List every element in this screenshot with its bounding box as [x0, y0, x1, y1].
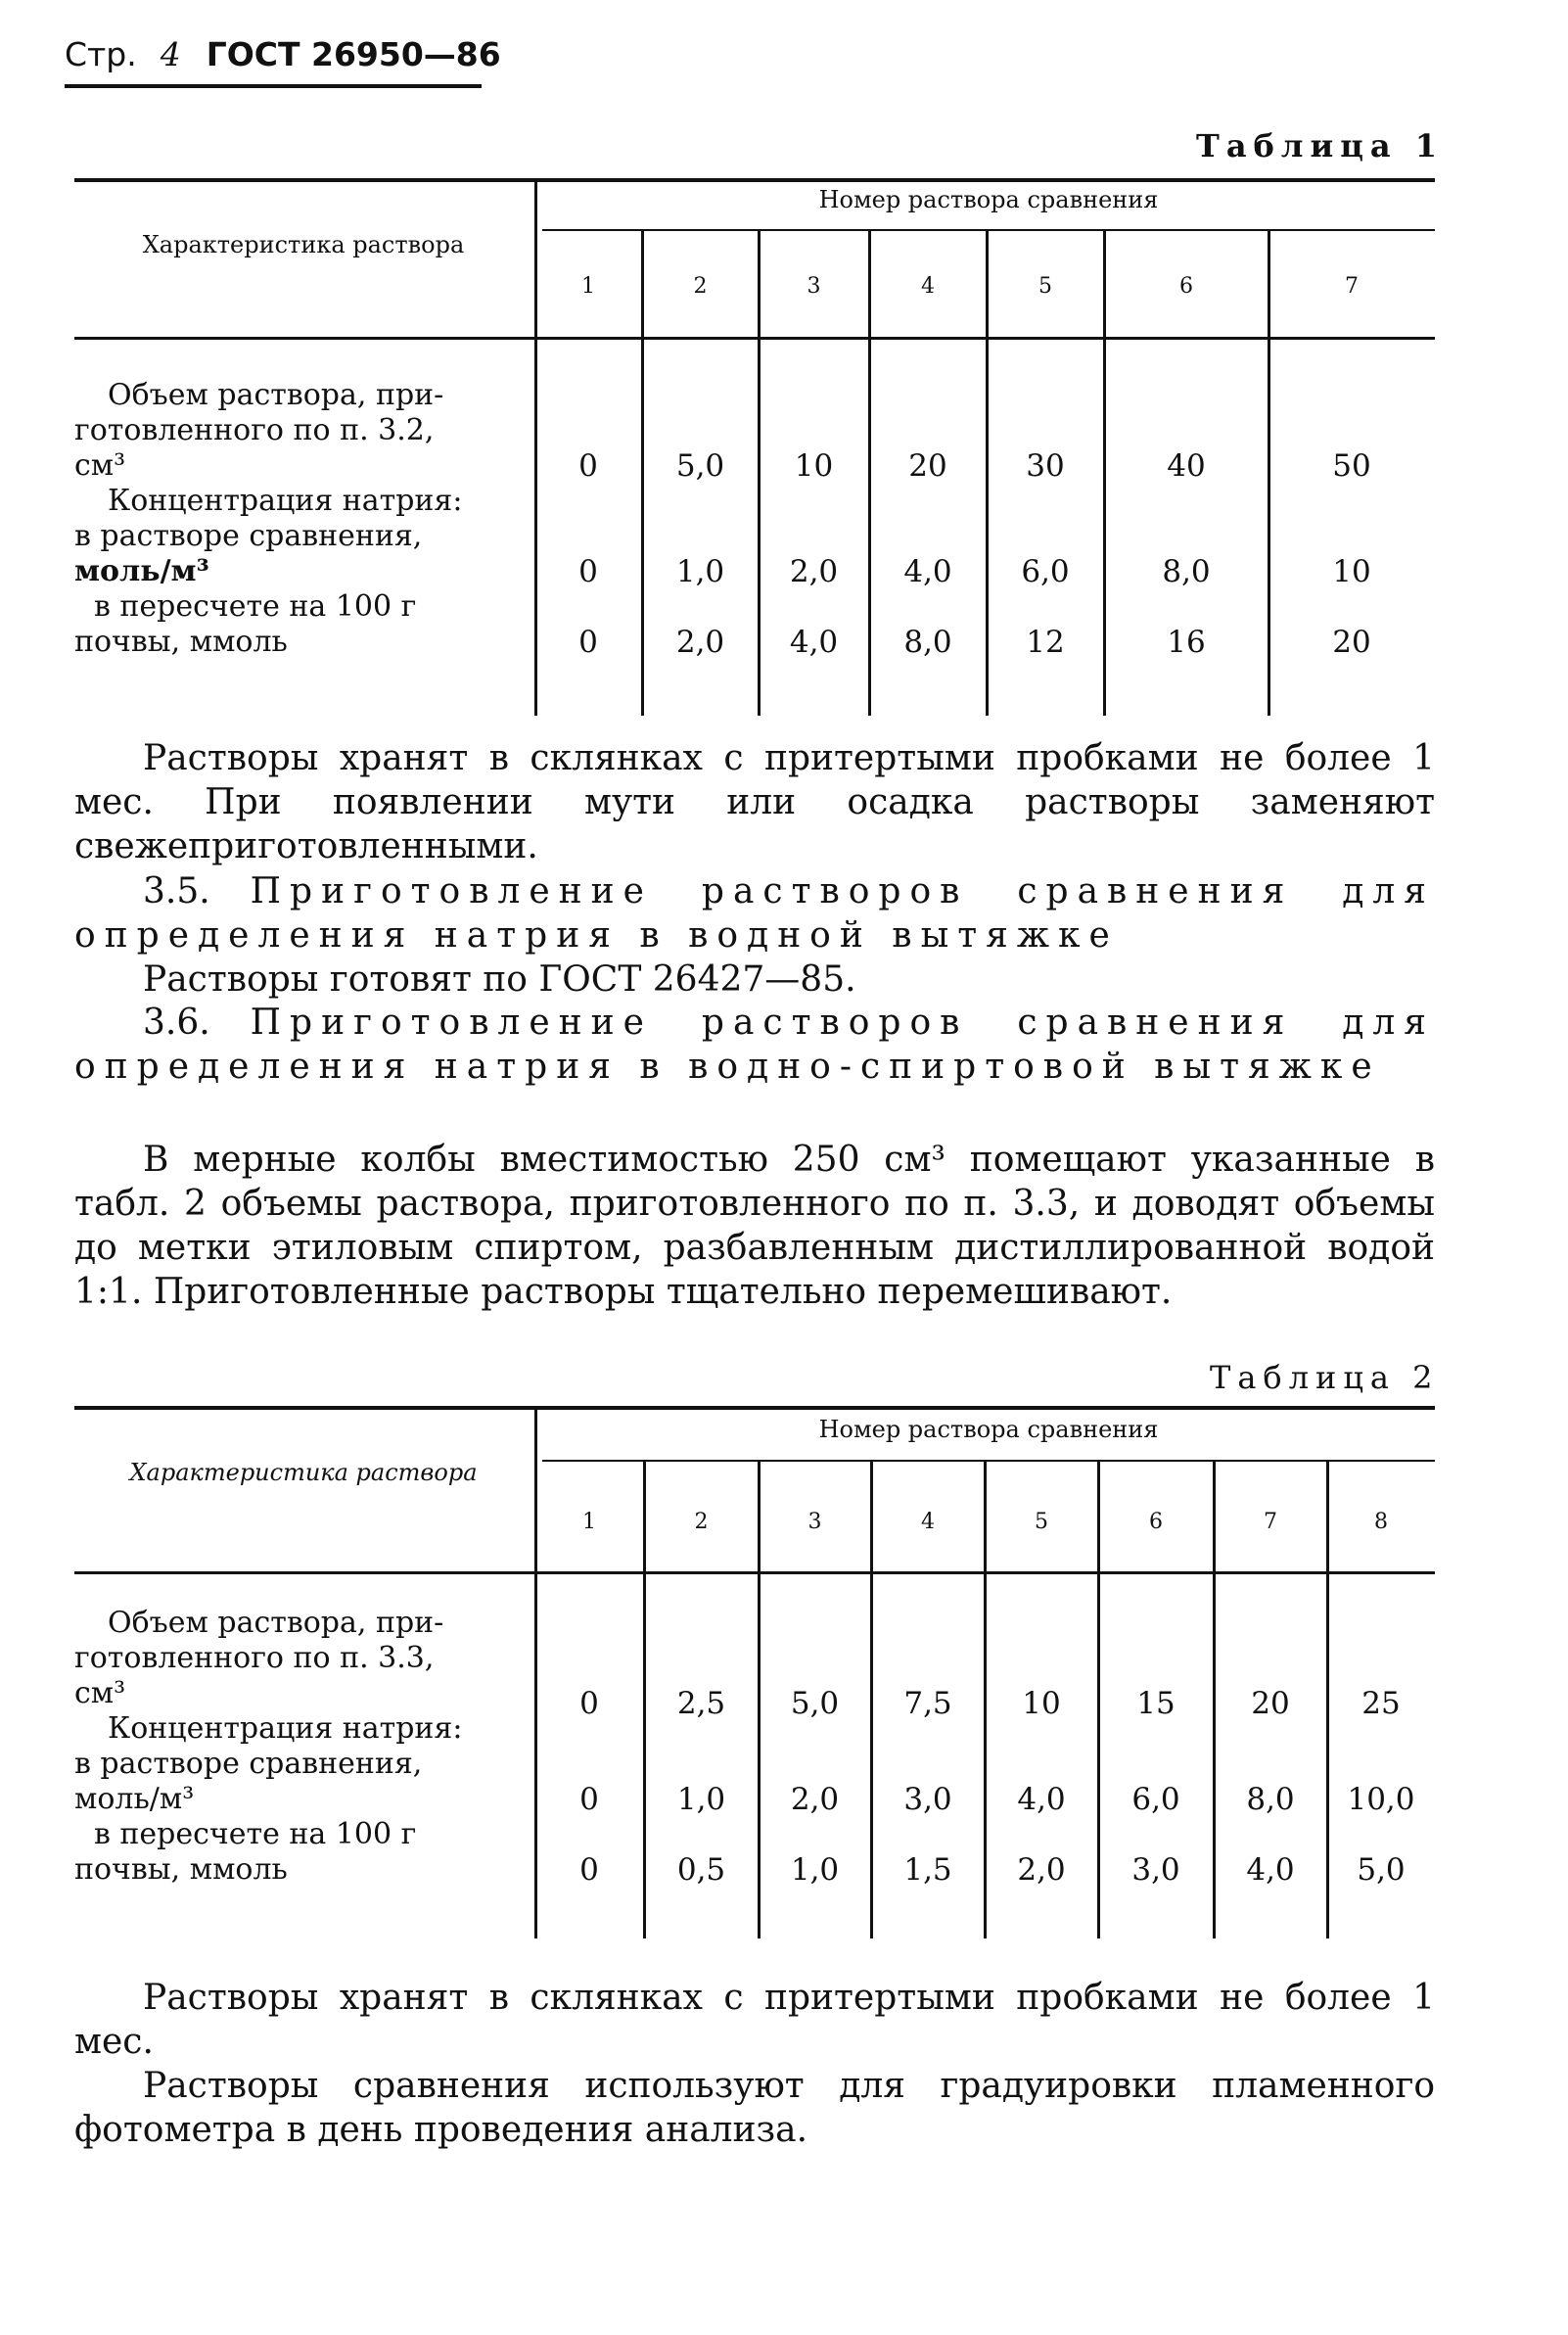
section-3-6-number: 3.6.: [143, 1003, 210, 1043]
table1-label-in-solution-1: в растворе сравнения,: [74, 519, 423, 553]
table2-column-number: 7: [1264, 1510, 1277, 1534]
table1-group-rule: [542, 229, 1435, 231]
table2-label-volume-3: см³: [74, 1676, 126, 1710]
table1-column-number: 7: [1345, 274, 1359, 299]
table2-cell: 3,0: [903, 1782, 952, 1817]
page-header: [65, 35, 501, 73]
table2-cell: 0,5: [676, 1852, 726, 1888]
table1-label-volume-1: Объем раствора, при-: [108, 378, 444, 412]
table2-column-number: 3: [807, 1510, 822, 1534]
table2-group-header: Номер раствора сравнения: [818, 1416, 1159, 1443]
standard-code: ГОСТ 26950—86: [206, 35, 501, 73]
table1-cell: 0: [578, 448, 598, 484]
table1-cell: 6,0: [1021, 554, 1070, 589]
table2-group-rule: [542, 1460, 1435, 1462]
table2-cell: 1,5: [903, 1852, 952, 1888]
table2-caption: Таблица 2: [1210, 1359, 1440, 1396]
page-label: Стр.: [65, 35, 137, 73]
table2-cell: 25: [1361, 1686, 1401, 1721]
table1-cell: 8,0: [903, 625, 952, 660]
table1-cell: 0: [578, 625, 598, 660]
table1-cell: 4,0: [789, 625, 839, 660]
table1-column-number: 4: [921, 274, 935, 299]
table2-cell: 10,0: [1347, 1782, 1415, 1817]
table1-cell: 5,0: [675, 448, 725, 484]
table2-row-header: Характеристика раствора: [129, 1459, 478, 1486]
table2-cell: 1,0: [790, 1852, 840, 1888]
table1-cell: 20: [1332, 625, 1371, 660]
table2-label-per100-1: в пересчете на 100 г: [94, 1817, 417, 1851]
table1-cell: 20: [908, 448, 947, 484]
table1-caption: Таблица 1: [1196, 127, 1444, 164]
table1-column-number: 5: [1038, 274, 1052, 299]
table1-top-rule: [74, 178, 1435, 182]
table1-column-number: 3: [807, 274, 821, 299]
table1-cell: 10: [1332, 554, 1371, 589]
table1-column-number: 6: [1179, 274, 1193, 299]
table1-column-number: 2: [693, 274, 708, 299]
table2-cell: 2,0: [1017, 1852, 1066, 1888]
table1-cell: 8,0: [1162, 554, 1211, 589]
table2-label-per100-2: почвы, ммоль: [74, 1852, 288, 1887]
table2-cell: 6,0: [1131, 1782, 1180, 1817]
table1-cell: 2,0: [675, 625, 725, 660]
table2-cell: 0: [579, 1782, 599, 1817]
section-3-5-body: Растворы готовят по ГОСТ 26427—85.: [143, 959, 856, 1000]
table1-cell: 50: [1332, 448, 1371, 484]
table2-header-rule: [74, 1571, 1435, 1574]
table2-label-in-solution-2: моль/м³: [74, 1782, 195, 1816]
table2-cell: 20: [1251, 1686, 1290, 1721]
section-3-6-body: В мерные колбы вместимостью 250 см³ помещают указанные в табл. 2 объемы раствора, приготовленного по п. 3.3, и доводят объемы до метки этиловым спиртом, разбавленным дистиллированной водой 1:1. Приготовленные растворы тщательно перемешивают.: [74, 1140, 1435, 1312]
table1-group-header: Номер раствора сравнения: [818, 186, 1159, 213]
table2-column-number: 1: [582, 1510, 596, 1534]
table1-cell: 10: [794, 448, 834, 484]
table1-label-conc-title: Концентрация натрия:: [108, 484, 463, 518]
page-number: 4: [160, 35, 181, 73]
table1-cell: 0: [578, 554, 598, 589]
table2-cell: 1,0: [676, 1782, 726, 1817]
table2-cell: 2,5: [676, 1686, 726, 1721]
table2-cell: 10: [1022, 1686, 1061, 1721]
table2-cell: 4,0: [1246, 1852, 1295, 1888]
table2-label-conc-title: Концентрация натрия:: [108, 1711, 463, 1746]
table2-column-number: 8: [1374, 1510, 1388, 1534]
table2-column-number: 6: [1149, 1510, 1163, 1534]
table2-cell: 5,0: [1357, 1852, 1406, 1888]
table2-label-in-solution-1: в растворе сравнения,: [74, 1747, 423, 1781]
table1-label-in-solution-2: моль/м³: [74, 554, 209, 588]
table2-cell: 3,0: [1131, 1852, 1180, 1888]
table1-cell: 30: [1026, 448, 1065, 484]
table1-cell: 40: [1167, 448, 1206, 484]
table1-header-rule: [74, 337, 1435, 340]
table2-label-volume-1: Объем раствора, при-: [108, 1606, 444, 1640]
table2-cell: 0: [579, 1852, 599, 1888]
table2-cell: 5,0: [790, 1686, 840, 1721]
paragraph-storage-1: Растворы хранят в склянках с притертыми пробками не более 1 мес. При появлении мути или осадка растворы заменяют свежеприготовленными.: [74, 738, 1435, 866]
section-3-6: [74, 1001, 1435, 1089]
table2-column-number: 4: [921, 1510, 935, 1534]
section-3-5-number: 3.5.: [143, 871, 210, 911]
table1-row-header: Характеристика раствора: [142, 231, 465, 258]
table2-cell: 8,0: [1246, 1782, 1295, 1817]
table2-cell: 4,0: [1017, 1782, 1066, 1817]
table1-label-volume-3: см³: [74, 448, 126, 483]
table1-cell: 4,0: [903, 554, 952, 589]
table1-label-per100-2: почвы, ммоль: [74, 625, 288, 659]
section-3-6-title: Приготовление растворов сравнения для определения натрия в водно-спиртовой вытяжке: [74, 1003, 1435, 1087]
header-rule: [65, 84, 482, 88]
table1-cell: 16: [1167, 625, 1206, 660]
paragraph-usage: Растворы сравнения используют для градуировки пламенного фотометра в день проведения анализа.: [74, 2066, 1435, 2150]
table1-label-per100-1: в пересчете на 100 г: [94, 589, 417, 624]
table2-label-volume-2: готовленного по п. 3.3,: [74, 1641, 435, 1675]
section-3-5: [74, 869, 1435, 957]
table2-column-number: 5: [1035, 1510, 1048, 1534]
table1-cell: 1,0: [675, 554, 725, 589]
table2-cell: 0: [579, 1686, 599, 1721]
table2-cell: 15: [1136, 1686, 1176, 1721]
section-3-5-title: Приготовление растворов сравнения для определения натрия в водной вытяжке: [74, 871, 1435, 956]
table2-cell: 7,5: [903, 1686, 952, 1721]
table2-top-rule: [74, 1406, 1435, 1410]
table1-cell: 2,0: [789, 554, 839, 589]
table2-column-number: 2: [694, 1510, 709, 1534]
paragraph-storage-2: Растворы хранят в склянках с притертыми пробками не более 1 мес.: [74, 1978, 1435, 2062]
table1-label-volume-2: готовленного по п. 3.2,: [74, 413, 435, 447]
table2-cell: 2,0: [790, 1782, 840, 1817]
table1-column-number: 1: [581, 274, 595, 299]
table1-cell: 12: [1026, 625, 1065, 660]
